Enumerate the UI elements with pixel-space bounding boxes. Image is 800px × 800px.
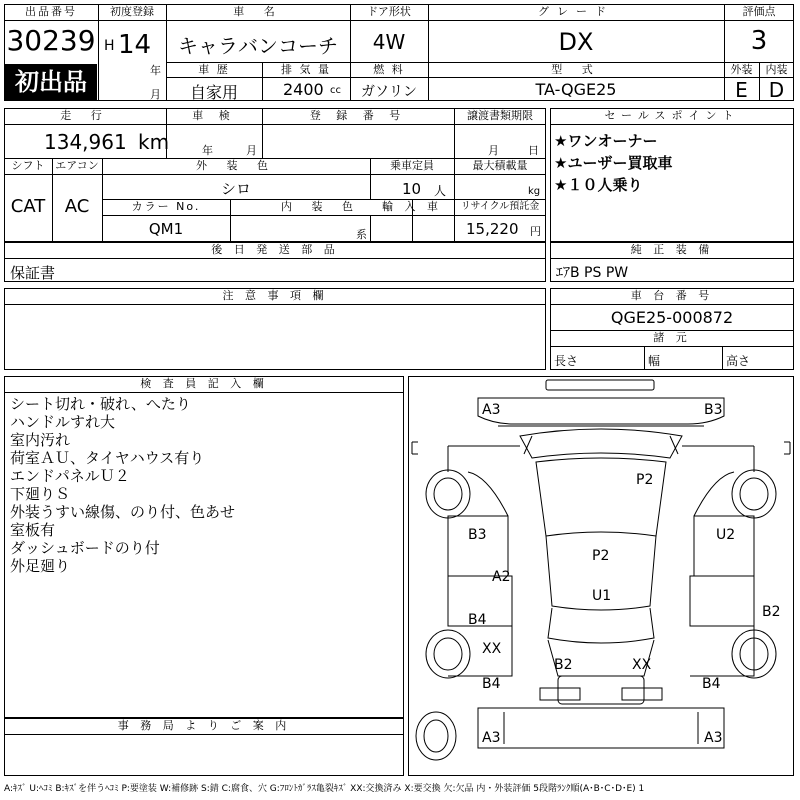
vehicle-diagram (408, 376, 794, 776)
inspector-note: 外装うすい線傷、のり付、色あせ (10, 503, 236, 521)
damage-mark: B3 (468, 527, 487, 543)
grade: DX (558, 28, 594, 56)
inspector-note: シート切れ・破れ、へたり (10, 395, 191, 413)
history-label: 車 歴 (198, 63, 230, 76)
damage-mark: B4 (702, 676, 721, 692)
divider (4, 20, 98, 21)
divider (550, 124, 794, 125)
inspector-note: エンドパネルＵ２ (10, 467, 130, 485)
load-unit: kg (528, 186, 541, 197)
damage-mark: B2 (762, 604, 781, 620)
divider (4, 304, 546, 305)
divider (370, 215, 371, 242)
recycle-fee: 15,220 (466, 220, 519, 238)
ac-label: エアコン (55, 159, 99, 172)
later-parts-label: 後 日 発 送 部 品 (211, 243, 339, 256)
office-label: 事 務 局 よ り ご 案 内 (117, 719, 291, 732)
divider (550, 304, 794, 305)
caution-label: 注 意 事 項 欄 (222, 289, 328, 302)
divider (644, 346, 645, 370)
inspector-notes (10, 395, 235, 575)
inspector-note: 下廻りＳ (10, 485, 71, 503)
reg-year: 14 (118, 30, 152, 60)
chassis-label: 車 台 番 号 (630, 289, 714, 302)
inspector-note: ダッシュボードのり付 (10, 539, 160, 557)
exterior-label: 外装 (730, 63, 753, 76)
damage-mark: B2 (554, 657, 573, 673)
inspection-year-unit: 年 (202, 144, 213, 157)
plate-label: 登 録 番 号 (309, 109, 407, 122)
equipment-value: ｴｱB PS PW (556, 265, 629, 281)
transfer-label: 譲渡書類期限 (467, 109, 533, 122)
legend: A:ｷｽﾞ U:ﾍｺﾐ B:ｷｽﾞを伴うﾍｺﾐ P:要塗装 W:補修跡 S:錆 C:腐食、穴 G:ﾌﾛﾝﾄｶﾞﾗｽ亀裂ｷｽﾞ XX:交換済み X:要交換 欠:欠品 内・外装評価 5段階ﾗﾝｸ順(A･B･C･D･E) 1 (4, 784, 645, 794)
damage-mark: A3 (482, 402, 501, 418)
fuel-label: 燃 料 (373, 63, 405, 76)
damage-mark: XX (632, 657, 652, 673)
divider (98, 20, 794, 21)
lot-number-label: 出品番号 (25, 5, 77, 18)
divider (722, 346, 723, 370)
load-label: 最大積載量 (472, 159, 528, 172)
model-label: 型 式 (551, 63, 601, 76)
damage-mark: A3 (704, 730, 723, 746)
width-label: 幅 (648, 354, 661, 368)
transfer-day-unit: 日 (528, 144, 539, 157)
int-color-label: 内 装 色 (281, 200, 361, 213)
damage-mark: A2 (492, 569, 511, 585)
damage-mark: P2 (592, 548, 610, 564)
damage-mark: P2 (636, 472, 654, 488)
inspection-month-unit: 月 (246, 144, 257, 157)
divider (4, 734, 404, 735)
recycle-label: リサイクル預託金 (460, 201, 540, 212)
divider (4, 124, 546, 125)
score: 3 (750, 26, 768, 56)
score-label: 評価点 (742, 5, 776, 18)
grade-label: グレード (538, 5, 614, 18)
mileage: 134,961 (44, 130, 127, 154)
car-name: キャラバンコーチ (178, 34, 338, 58)
mileage-label: 走 行 (60, 109, 110, 122)
inspector-note: 室内汚れ (10, 431, 71, 449)
divider (4, 174, 546, 175)
damage-mark: A3 (482, 730, 501, 746)
exterior-grade: E (735, 78, 748, 102)
damage-mark: B4 (482, 676, 501, 692)
door-type: 4W (372, 30, 406, 54)
divider (102, 215, 546, 216)
transfer-month-unit: 月 (488, 144, 499, 157)
inspector-note: 荷室ＡＵ、タイヤハウス有り (10, 449, 205, 467)
ac: AC (64, 196, 90, 217)
recycle-unit: 円 (530, 225, 541, 238)
later-parts-value: 保証書 (10, 264, 56, 282)
door-label: ドア形状 (367, 5, 411, 18)
inspector-label: 検 査 員 記 入 欄 (140, 377, 268, 390)
sales-points-label: セールスポイント (604, 109, 740, 122)
divider (4, 392, 404, 393)
history: 自家用 (189, 83, 238, 102)
model: TA-QGE25 (535, 80, 617, 99)
damage-mark: B3 (704, 402, 723, 418)
color-label: 外 装 色 (196, 159, 276, 172)
displacement-unit: cc (330, 85, 341, 96)
equipment-label: 純 正 装 備 (630, 243, 714, 256)
month-unit: 月 (150, 88, 161, 101)
shift-label: シフト (11, 159, 45, 172)
sales-point-item: ★ワンオーナー (554, 132, 658, 150)
year-unit: 年 (150, 64, 161, 77)
damage-mark: U2 (716, 527, 736, 543)
capacity-label: 乗車定員 (390, 159, 434, 172)
interior-grade: D (768, 78, 785, 102)
sales-point-item: ★１０人乗り (554, 176, 643, 194)
damage-mark: U1 (592, 588, 612, 604)
int-color-suffix: 系 (356, 228, 367, 241)
capacity: 10 (402, 180, 422, 198)
capacity-unit: 人 (434, 184, 447, 198)
divider (166, 77, 724, 78)
chassis-number: QGE25-000872 (610, 308, 734, 327)
import-label: 輸 入 車 (382, 200, 442, 213)
dims-label: 諸 元 (653, 331, 691, 344)
height-label: 高さ (726, 354, 751, 368)
interior-label: 内装 (765, 63, 788, 76)
first-listing-badge: 初出品 (5, 64, 97, 100)
mileage-unit: km (138, 130, 170, 154)
lot-number: 30239 (6, 24, 96, 57)
fuel: ガソリン (361, 84, 417, 100)
first-reg-label: 初度登録 (110, 5, 154, 18)
length-label: 長さ (554, 354, 579, 368)
color-no: QM1 (148, 220, 184, 238)
inspector-note: ハンドルすれ大 (10, 413, 116, 431)
color: シロ (220, 180, 251, 198)
sales-point-item: ★ユーザー買取車 (554, 154, 673, 172)
car-name-label: 車 名 (233, 5, 283, 18)
era: H (104, 38, 115, 54)
shift: CAT (10, 196, 46, 217)
color-no-label: カラー No. (131, 200, 201, 213)
displacement-label: 排 気 量 (281, 63, 331, 76)
divider (550, 346, 794, 347)
divider (4, 258, 546, 259)
divider (550, 258, 794, 259)
damage-mark: XX (482, 641, 502, 657)
details-block (4, 108, 546, 242)
damage-mark: B4 (468, 612, 487, 628)
displacement: 2400 (283, 80, 324, 99)
inspection-label: 車 検 (192, 109, 236, 122)
inspector-note: 室板有 (10, 521, 56, 539)
inspector-note: 外足廻り (10, 557, 71, 575)
